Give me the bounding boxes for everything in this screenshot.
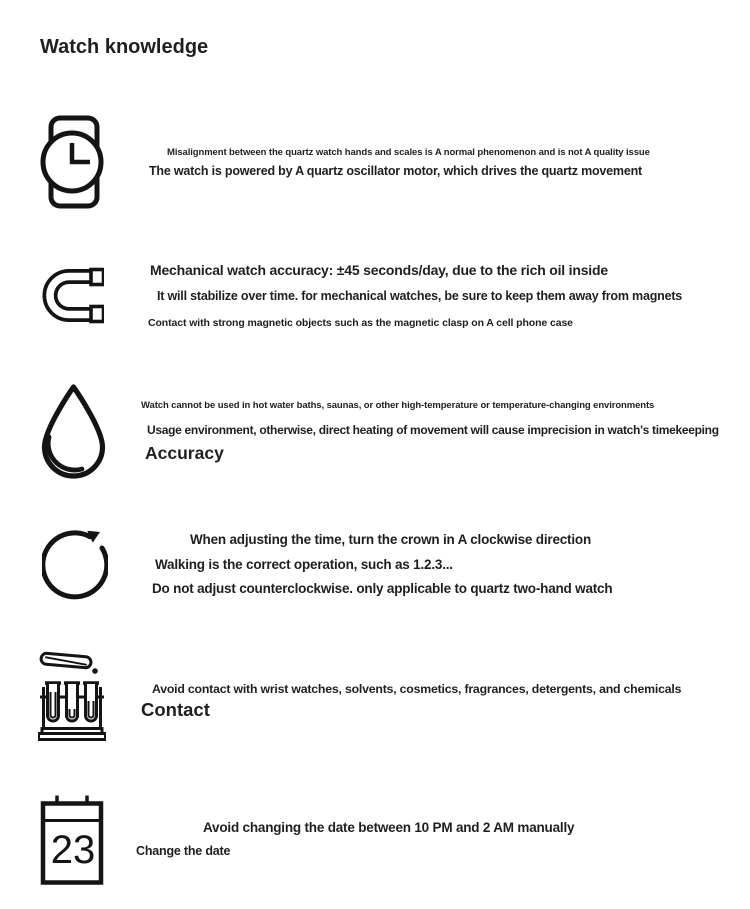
contact-heading: Contact <box>141 699 210 720</box>
clockwise-arrow-icon <box>42 522 108 608</box>
quartz-misalignment-note: Misalignment between the quartz watch hands and scales is A normal phenomenon and is not A quality issue <box>167 147 650 158</box>
accuracy-heading: Accuracy <box>145 443 224 463</box>
date-change-warning-text: Avoid changing the date between 10 PM and 2 AM manually <box>203 820 575 835</box>
quartz-power-text: The watch is powered by A quartz oscillator motor, which drives the quartz movement <box>149 164 642 178</box>
wristwatch-icon <box>40 112 106 212</box>
change-date-heading: Change the date <box>136 844 231 858</box>
calendar-icon <box>40 794 104 886</box>
page-title: Watch knowledge <box>40 36 209 58</box>
magnet-icon <box>40 266 104 324</box>
crown-clockwise-text: When adjusting the time, turn the crown in A clockwise direction <box>190 532 591 547</box>
chemical-contact-text: Avoid contact with wrist watches, solvents, cosmetics, fragrances, detergents, and chemicals <box>152 682 682 696</box>
walking-operation-text: Walking is the correct operation, such as 1.2.3... <box>155 557 453 572</box>
water-drop-icon <box>39 382 108 481</box>
test-tubes-icon <box>38 645 106 742</box>
mechanical-accuracy-text: Mechanical watch accuracy: ±45 seconds/day, due to the rich oil inside <box>150 262 608 278</box>
magnet-warning-text: It will stabilize over time. for mechanical watches, be sure to keep them away from magnets <box>157 289 683 303</box>
counterclockwise-warning-text: Do not adjust counterclockwise. only applicable to quartz two-hand watch <box>152 581 613 596</box>
calendar-day-number: 23 <box>50 828 96 872</box>
magnetic-contact-note: Contact with strong magnetic objects such as the magnetic clasp on A cell phone case <box>148 317 573 329</box>
hot-water-note: Watch cannot be used in hot water baths, saunas, or other high-temperature or temperature-changing environments <box>141 400 655 411</box>
usage-environment-text: Usage environment, otherwise, direct heating of movement will cause imprecision in watch's timekeeping <box>147 423 719 437</box>
